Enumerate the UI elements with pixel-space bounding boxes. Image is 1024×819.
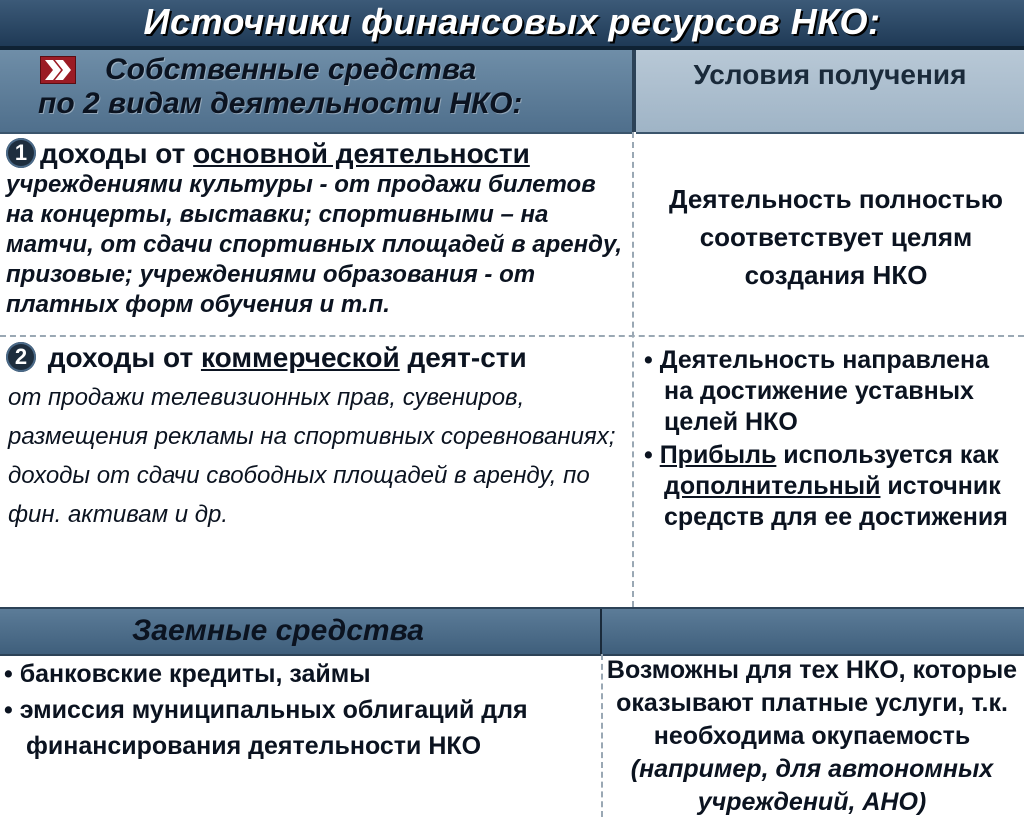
item2-condition-1: • Деятельность направлена на достижение уставных целей НКО [644,346,989,436]
number-1-icon: 1 [6,138,36,168]
title-bar [0,0,1024,50]
item2-condition-1-text: Деятельность направлена на достижение уставных целей НКО [659,346,989,436]
item2-condition-2: • Прибыль используется как дополнительный источник средств для ее достижения [644,441,1008,531]
own-funds-title: Собственные средства [105,53,477,86]
borrowed-condition-example: (например, для автономных учреждений, АНО) [630,755,994,816]
item1-heading [6,138,626,170]
own-funds-header [0,50,632,134]
borrowed-condition-main: Возможны для тех НКО, которые оказывают платные услуги, т.к. необходима окупаемость [606,656,1018,750]
column-divider [632,132,634,607]
list-item: • банковские кредиты, займы [4,660,371,688]
borrowed-funds-condition [606,654,1018,819]
item2-condition-2-u1: Прибыль [659,441,777,469]
list-item: • эмиссия муниципальных облигаций для финансирования деятельности НКО [4,696,528,760]
content-table [0,50,1024,816]
item2-condition-2-mid: используется как [776,441,999,469]
item1-prefix: доходы от [40,138,194,169]
item2-suffix: деят-сти [399,342,527,373]
own-funds-subtitle: по 2 видам деятельности НКО: [38,87,523,120]
item2-conditions [644,345,1020,535]
borrowed-column-divider [601,654,603,817]
band-divider [600,609,602,654]
row-divider [0,335,1024,337]
chevron-right-icon [40,56,76,84]
item1-description: учреждениями культуры - от продажи билетов на концерты, выставки; спортивными – на матчи, от сдачи спортивных площадей в аренду, призовые; учреждениями образования - от платных форм обучения и т.п. [6,171,623,318]
page-title: Источники финансовых ресурсов НКО: [143,1,881,42]
item2-prefix: доходы от [40,342,201,373]
conditions-header [636,50,1024,134]
item2-condition-2-u2: дополнительный [664,472,881,500]
conditions-header-label: Условия получения [693,59,967,90]
item2-description: от продажи телевизионных прав, сувениров, размещения рекламы на спортивных соревнованиях; доходы от сдачи свободных площадей в аренду, по фин. активам и др. [8,384,616,528]
borrowed-item-1: банковские кредиты, займы [19,660,371,688]
item2-underlined: коммерческой [200,342,400,373]
item1-underlined: основной деятельности [193,138,530,169]
item1-condition: Деятельность полностью соответствует целям создания НКО [669,184,1003,290]
borrowed-funds-header [0,607,1024,656]
borrowed-funds-title: Заемные средства [132,614,424,647]
number-2-icon: 2 [6,342,36,372]
item2-heading [6,342,626,374]
borrowed-funds-list [4,656,596,764]
borrowed-item-2: эмиссия муниципальных облигаций для финансирования деятельности НКО [19,696,528,760]
item2-condition-2-end: источник средств для ее достижения [664,472,1008,531]
